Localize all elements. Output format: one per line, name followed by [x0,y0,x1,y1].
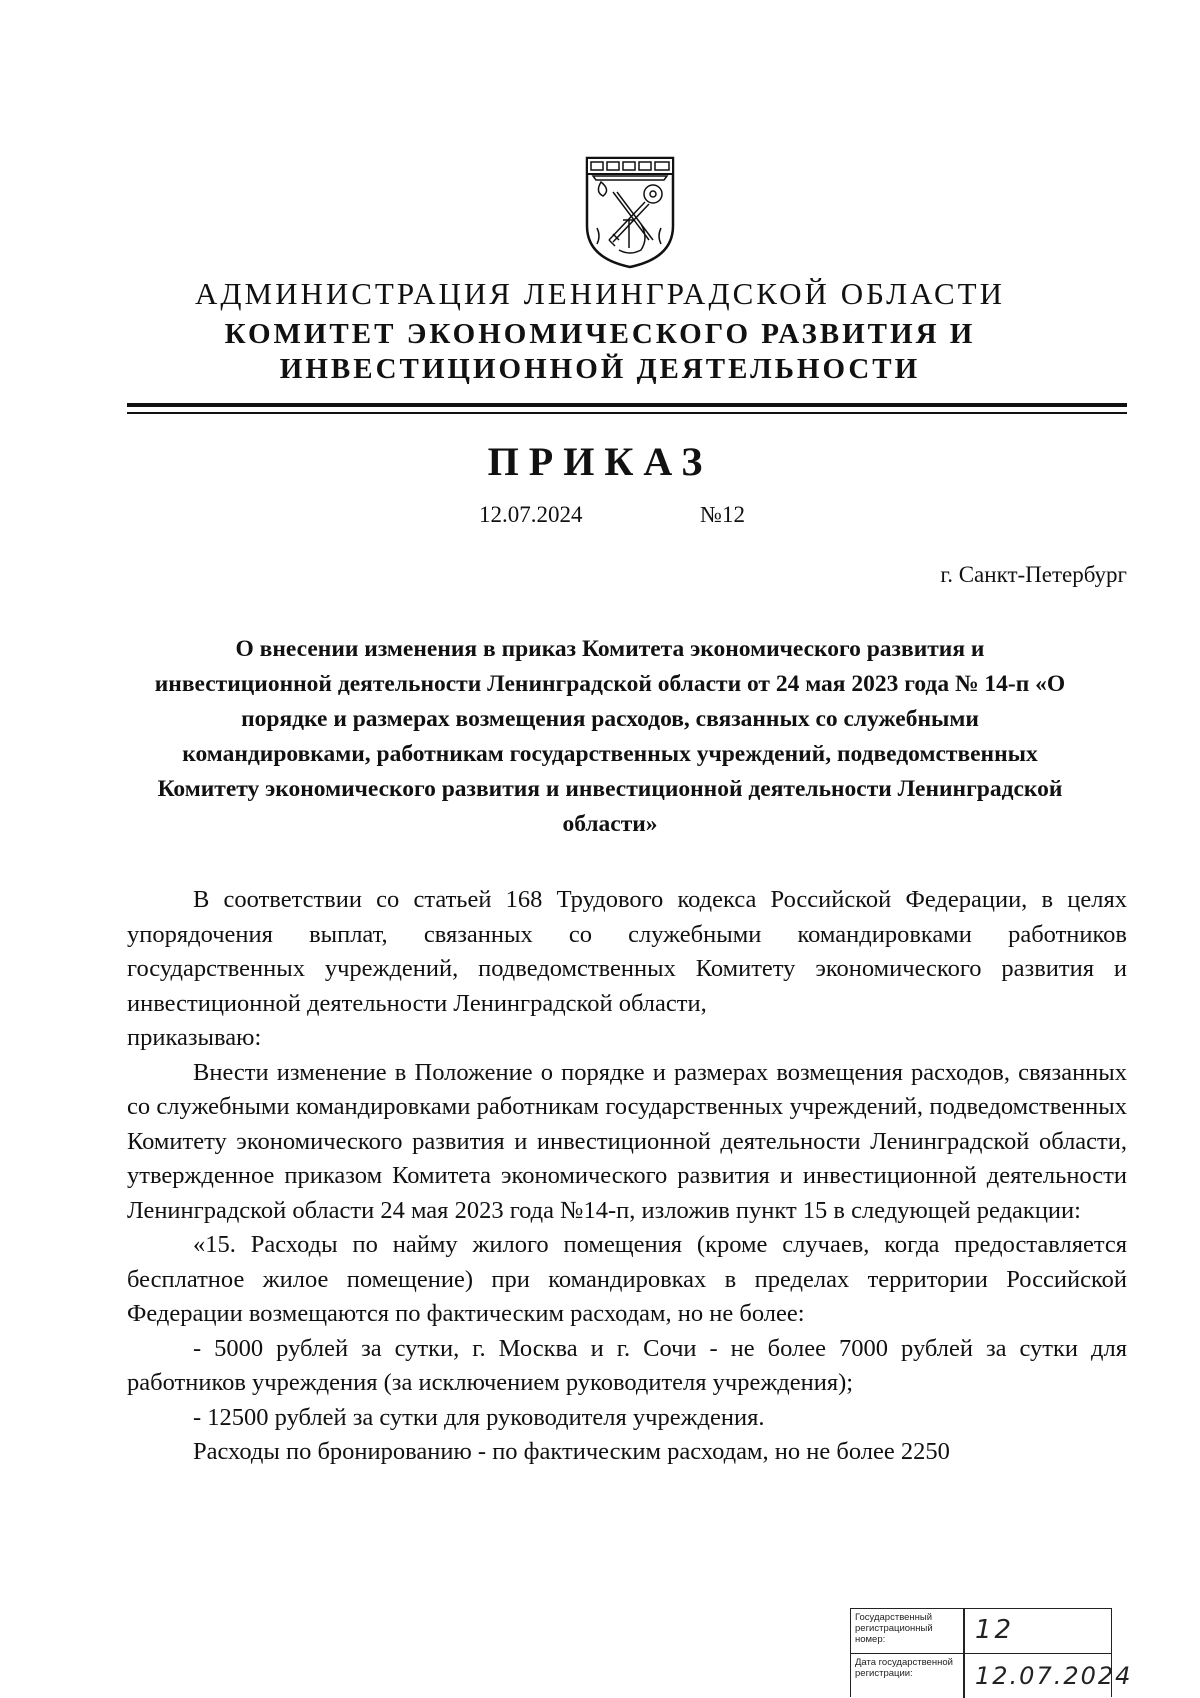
body-paragraph-1-end: приказываю: [127,1024,262,1051]
stamp-separator [963,1654,965,1698]
body-paragraph-1: В соответствии со статьей 168 Трудового кодекса Российской Федерации, в целях упорядочения выплат, связанных со служебными командировками работников государственных учреждений, подведомственных Комитету экономического развития и инвестиционной деятельности Ленинградской области, [127,886,1127,1017]
document-body [127,883,1127,1470]
order-subject-heading: О внесении изменения в приказ Комитета экономического развития и инвестиционной деятельности Ленинградской области от 24 мая 2023 года № 14-п «О порядке и размерах возмещения расходов, связанных со служебными командировками, работникам государственных учреждений, подведомственных Комитету экономического развития и инвестиционной деятельности Ленинградской области» [154,636,1066,837]
header-committee-line1: КОМИТЕТ ЭКОНОМИЧЕСКОГО РАЗВИТИЯ И [224,318,976,350]
registration-date-label: Дата государственной регистрации: [855,1657,953,1679]
body-paragraph-3: «15. Расходы по найму жилого помещения (кроме случаев, когда предоставляется бесплатное жилое помещение) при командировках в пределах территории Российской Федерации возмещаются по фактическим расходам, но не более: [127,1231,1127,1327]
header-divider-thick [127,403,1127,407]
stamp-separator [963,1609,965,1653]
coat-of-arms-emblem [583,154,677,270]
header-administration: АДМИНИСТРАЦИЯ ЛЕНИНГРАДСКОЙ ОБЛАСТИ [195,276,1005,311]
order-number: №12 [700,502,745,527]
registration-number-label: Государственный регистрационный номер: [855,1612,933,1645]
body-paragraph-5: - 12500 рублей за сутки для руководителя учреждения. [193,1403,765,1431]
registration-number-row [851,1609,1111,1654]
header-committee-line2: ИНВЕСТИЦИОННОЙ ДЕЯТЕЛЬНОСТИ [279,353,921,385]
order-city: г. Санкт-Петербург [940,562,1127,587]
body-paragraph-2: Внести изменение в Положение о порядке и размерах возмещения расходов, связанных со служебными командировками работникам государственных учреждений, подведомственных Комитету экономического развития и инвестиционной деятельности Ленинградской области, утвержденное приказом Комитета экономического развития и инвестиционной деятельности Ленинградской области 24 мая 2023 года №14-п, изложив пункт 15 в следующей редакции: [127,1058,1127,1224]
document-title: ПРИКАЗ [487,439,713,484]
registration-date-value: 12.07.2024 [975,1662,1133,1690]
registration-date-row [851,1654,1133,1698]
body-paragraph-6: Расходы по бронированию - по фактическим расходам, но не более 2250 [193,1438,950,1465]
coat-of-arms-icon [583,154,677,270]
order-date: 12.07.2024 [479,502,583,527]
registration-stamp [850,1608,1133,1697]
registration-number-value: 12 [975,1615,1015,1645]
header-divider-thin [127,412,1127,414]
body-paragraph-4: - 5000 рублей за сутки, г. Москва и г. Сочи - не более 7000 рублей за сутки для работников учреждения (за исключением руководителя учреждения); [127,1334,1127,1396]
